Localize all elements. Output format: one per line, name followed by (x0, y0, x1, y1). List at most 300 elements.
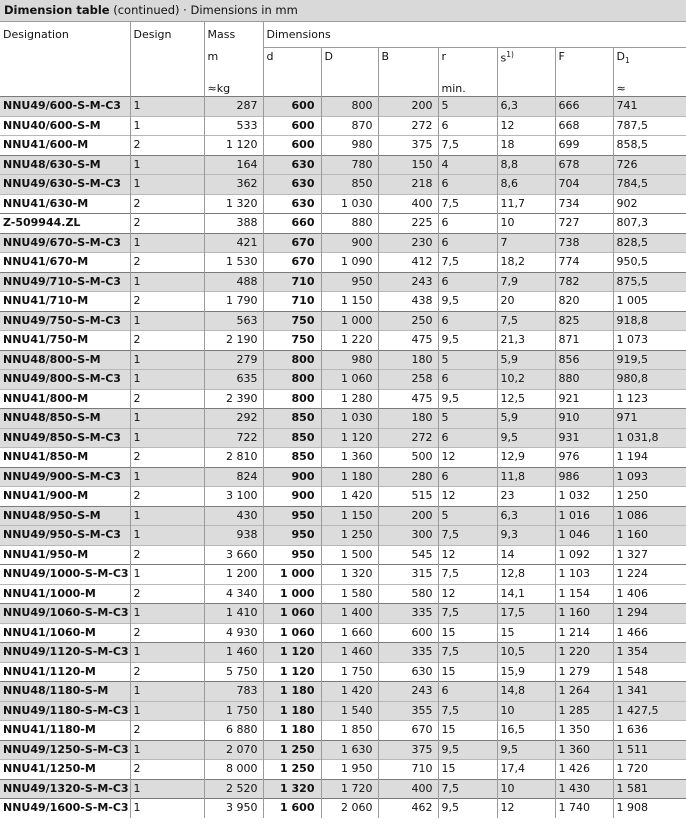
cell-design: 1 (130, 409, 204, 429)
cell-d: 850 (263, 409, 321, 429)
cell-d: 750 (263, 331, 321, 351)
cell-r: 9,5 (438, 389, 497, 409)
cell-design: 2 (130, 214, 204, 234)
table-title-bold: Dimension table (4, 3, 110, 17)
cell-s: 17,5 (497, 604, 555, 624)
cell-d: 750 (263, 311, 321, 331)
header-mass-unit: ≈kg (204, 68, 263, 97)
cell-B: 462 (378, 799, 438, 818)
cell-F: 856 (555, 350, 613, 370)
cell-F: 668 (555, 116, 613, 136)
header-mass: Mass (204, 22, 263, 48)
cell-designation: NNU41/750-M (3, 333, 89, 347)
cell-s: 12 (497, 799, 555, 818)
cell-D: 980 (321, 136, 378, 156)
cell-D: 1 950 (321, 760, 378, 780)
cell-mass: 287 (204, 97, 263, 117)
cell-design: 1 (130, 604, 204, 624)
cell-D: 1 150 (321, 506, 378, 526)
cell-B: 258 (378, 370, 438, 390)
cell-design: 2 (130, 760, 204, 780)
cell-D1: 1 160 (613, 526, 686, 546)
table-row (0, 292, 686, 312)
cell-B: 355 (378, 701, 438, 721)
table-row (0, 721, 686, 741)
cell-F: 871 (555, 331, 613, 351)
table-row (0, 97, 686, 117)
cell-s: 10,5 (497, 643, 555, 663)
cell-s: 23 (497, 487, 555, 507)
cell-d: 600 (263, 116, 321, 136)
cell-design: 2 (130, 448, 204, 468)
table-row (0, 467, 686, 487)
cell-B: 272 (378, 428, 438, 448)
cell-D1: 1 354 (613, 643, 686, 663)
cell-D: 1 030 (321, 409, 378, 429)
header-r: r (438, 48, 497, 69)
cell-D1: 1 720 (613, 760, 686, 780)
cell-B: 475 (378, 389, 438, 409)
cell-D1: 1 086 (613, 506, 686, 526)
cell-d: 710 (263, 292, 321, 312)
cell-mass: 3 660 (204, 545, 263, 565)
cell-B: 475 (378, 331, 438, 351)
table-row (0, 623, 686, 643)
cell-F: 880 (555, 370, 613, 390)
cell-mass: 6 880 (204, 721, 263, 741)
cell-D1: 741 (613, 97, 686, 117)
cell-r: 6 (438, 428, 497, 448)
cell-mass: 5 750 (204, 662, 263, 682)
cell-d: 1 060 (263, 623, 321, 643)
cell-mass: 3 950 (204, 799, 263, 818)
cell-F: 774 (555, 253, 613, 273)
cell-d: 900 (263, 467, 321, 487)
cell-mass: 1 460 (204, 643, 263, 663)
cell-design: 1 (130, 116, 204, 136)
cell-designation: NNU49/850-S-M-C3 (3, 430, 121, 444)
cell-designation: NNU49/900-S-M-C3 (3, 469, 121, 483)
header-s: $s^{1)}$ (497, 48, 555, 69)
cell-D: 1 420 (321, 487, 378, 507)
cell-D1: 971 (613, 409, 686, 429)
cell-designation: NNU48/1180-S-M (3, 684, 109, 698)
table-row (0, 448, 686, 468)
cell-design: 1 (130, 740, 204, 760)
cell-mass: 4 930 (204, 623, 263, 643)
cell-mass: 1 410 (204, 604, 263, 624)
cell-mass: 635 (204, 370, 263, 390)
cell-F: 1 360 (555, 740, 613, 760)
header-D1-unit: ≈ (613, 68, 686, 97)
cell-D: 1 150 (321, 292, 378, 312)
table-row (0, 350, 686, 370)
cell-s: 5,9 (497, 350, 555, 370)
cell-B: 400 (378, 194, 438, 214)
cell-r: 6 (438, 116, 497, 136)
cell-D: 1 060 (321, 370, 378, 390)
cell-D1: 918,8 (613, 311, 686, 331)
cell-B: 335 (378, 604, 438, 624)
cell-designation: NNU41/1060-M (3, 625, 96, 639)
cell-d: 1 180 (263, 682, 321, 702)
cell-s: 18 (497, 136, 555, 156)
cell-mass: 1 320 (204, 194, 263, 214)
cell-D1: 787,5 (613, 116, 686, 136)
cell-B: 600 (378, 623, 438, 643)
cell-D: 1 540 (321, 701, 378, 721)
cell-designation: NNU41/600-M (3, 138, 89, 152)
cell-d: 1 060 (263, 604, 321, 624)
cell-D: 850 (321, 175, 378, 195)
cell-r: 4 (438, 155, 497, 175)
cell-designation: NNU41/1120-M (3, 664, 96, 678)
header-d: d (263, 48, 321, 69)
cell-B: 225 (378, 214, 438, 234)
cell-mass: 2 190 (204, 331, 263, 351)
cell-s: 14,8 (497, 682, 555, 702)
cell-designation: NNU49/1600-S-M-C3 (3, 801, 129, 815)
cell-s: 7,5 (497, 311, 555, 331)
cell-D: 1 320 (321, 565, 378, 585)
cell-D1: 1 548 (613, 662, 686, 682)
cell-F: 1 350 (555, 721, 613, 741)
cell-r: 5 (438, 506, 497, 526)
cell-designation: NNU48/950-S-M (3, 508, 101, 522)
cell-mass: 292 (204, 409, 263, 429)
table-row (0, 175, 686, 195)
table-body (0, 97, 686, 818)
cell-D1: 784,5 (613, 175, 686, 195)
cell-mass: 488 (204, 272, 263, 292)
cell-d: 600 (263, 97, 321, 117)
cell-r: 12 (438, 487, 497, 507)
cell-design: 2 (130, 584, 204, 604)
cell-d: 1 180 (263, 701, 321, 721)
cell-F: 910 (555, 409, 613, 429)
table-row (0, 428, 686, 448)
cell-s: 20 (497, 292, 555, 312)
cell-d: 1 000 (263, 584, 321, 604)
cell-mass: 362 (204, 175, 263, 195)
cell-mass: 783 (204, 682, 263, 702)
cell-mass: 2 390 (204, 389, 263, 409)
cell-d: 1 000 (263, 565, 321, 585)
cell-F: 738 (555, 233, 613, 253)
cell-s: 6,3 (497, 97, 555, 117)
cell-D: 1 420 (321, 682, 378, 702)
cell-s: 9,3 (497, 526, 555, 546)
cell-F: 1 740 (555, 799, 613, 818)
cell-designation: NNU41/900-M (3, 489, 89, 503)
cell-d: 800 (263, 350, 321, 370)
cell-d: 850 (263, 448, 321, 468)
cell-D: 2 060 (321, 799, 378, 818)
cell-design: 2 (130, 136, 204, 156)
cell-F: 1 154 (555, 584, 613, 604)
cell-B: 375 (378, 740, 438, 760)
table-row (0, 214, 686, 234)
cell-B: 280 (378, 467, 438, 487)
cell-r: 15 (438, 662, 497, 682)
table-row (0, 253, 686, 273)
cell-designation: NNU41/1250-M (3, 762, 96, 776)
table-row (0, 116, 686, 136)
cell-r: 7,5 (438, 136, 497, 156)
cell-D1: 1 250 (613, 487, 686, 507)
cell-D1: 875,5 (613, 272, 686, 292)
cell-design: 2 (130, 623, 204, 643)
cell-B: 515 (378, 487, 438, 507)
cell-D: 950 (321, 272, 378, 292)
cell-D1: 1 005 (613, 292, 686, 312)
table-row (0, 799, 686, 818)
cell-B: 250 (378, 311, 438, 331)
cell-B: 375 (378, 136, 438, 156)
cell-B: 200 (378, 506, 438, 526)
cell-B: 243 (378, 272, 438, 292)
cell-B: 545 (378, 545, 438, 565)
cell-design: 1 (130, 155, 204, 175)
cell-D: 800 (321, 97, 378, 117)
cell-d: 670 (263, 253, 321, 273)
cell-F: 1 103 (555, 565, 613, 585)
cell-r: 6 (438, 311, 497, 331)
cell-F: 678 (555, 155, 613, 175)
cell-design: 1 (130, 506, 204, 526)
cell-designation: NNU41/850-M (3, 450, 89, 464)
cell-D: 780 (321, 155, 378, 175)
cell-designation: NNU49/750-S-M-C3 (3, 313, 121, 327)
cell-design: 1 (130, 428, 204, 448)
cell-mass: 1 790 (204, 292, 263, 312)
cell-D1: 1 194 (613, 448, 686, 468)
cell-B: 218 (378, 175, 438, 195)
cell-r: 6 (438, 370, 497, 390)
cell-B: 630 (378, 662, 438, 682)
cell-D: 1 400 (321, 604, 378, 624)
cell-D1: 1 341 (613, 682, 686, 702)
cell-mass: 4 340 (204, 584, 263, 604)
cell-D: 1 750 (321, 662, 378, 682)
cell-d: 1 320 (263, 779, 321, 799)
table-row (0, 272, 686, 292)
cell-r: 6 (438, 233, 497, 253)
cell-designation: NNU49/950-S-M-C3 (3, 528, 121, 542)
cell-B: 272 (378, 116, 438, 136)
cell-d: 710 (263, 272, 321, 292)
cell-s: 8,8 (497, 155, 555, 175)
cell-B: 438 (378, 292, 438, 312)
cell-designation: NNU49/600-S-M-C3 (3, 99, 121, 113)
cell-B: 230 (378, 233, 438, 253)
header-designation: Designation (3, 28, 69, 41)
table-row (0, 682, 686, 702)
cell-D: 1 000 (321, 311, 378, 331)
cell-D1: 1 406 (613, 584, 686, 604)
cell-mass: 2 070 (204, 740, 263, 760)
table-row (0, 779, 686, 799)
table-row (0, 506, 686, 526)
cell-D: 1 120 (321, 428, 378, 448)
cell-B: 500 (378, 448, 438, 468)
cell-r: 9,5 (438, 740, 497, 760)
cell-s: 18,2 (497, 253, 555, 273)
cell-s: 6,3 (497, 506, 555, 526)
cell-designation: NNU48/630-S-M (3, 157, 101, 171)
cell-design: 1 (130, 643, 204, 663)
cell-D1: 1 031,8 (613, 428, 686, 448)
cell-s: 15 (497, 623, 555, 643)
cell-r: 15 (438, 760, 497, 780)
cell-D: 1 280 (321, 389, 378, 409)
cell-D1: 726 (613, 155, 686, 175)
cell-design: 2 (130, 253, 204, 273)
table-row (0, 233, 686, 253)
cell-D1: 1 224 (613, 565, 686, 585)
cell-r: 9,5 (438, 799, 497, 818)
header-D: D (321, 48, 378, 69)
header-mass-symbol: m (204, 48, 263, 69)
cell-r: 5 (438, 350, 497, 370)
cell-s: 10 (497, 214, 555, 234)
table-row (0, 565, 686, 585)
cell-D: 1 180 (321, 467, 378, 487)
cell-F: 727 (555, 214, 613, 234)
cell-s: 11,7 (497, 194, 555, 214)
cell-F: 1 279 (555, 662, 613, 682)
cell-designation: NNU49/630-S-M-C3 (3, 177, 121, 191)
table-row (0, 584, 686, 604)
cell-mass: 533 (204, 116, 263, 136)
cell-r: 6 (438, 175, 497, 195)
cell-B: 710 (378, 760, 438, 780)
cell-design: 1 (130, 233, 204, 253)
cell-s: 14,1 (497, 584, 555, 604)
table-row (0, 643, 686, 663)
cell-s: 7 (497, 233, 555, 253)
cell-d: 1 180 (263, 721, 321, 741)
cell-B: 180 (378, 409, 438, 429)
cell-designation: NNU41/670-M (3, 255, 89, 269)
table-row (0, 389, 686, 409)
cell-mass: 279 (204, 350, 263, 370)
cell-mass: 1 530 (204, 253, 263, 273)
cell-F: 931 (555, 428, 613, 448)
table-row (0, 487, 686, 507)
cell-d: 900 (263, 487, 321, 507)
table-row (0, 662, 686, 682)
cell-s: 16,5 (497, 721, 555, 741)
cell-mass: 1 200 (204, 565, 263, 585)
cell-s: 12,5 (497, 389, 555, 409)
table-row (0, 604, 686, 624)
cell-s: 5,9 (497, 409, 555, 429)
cell-mass: 824 (204, 467, 263, 487)
cell-mass: 8 000 (204, 760, 263, 780)
cell-r: 12 (438, 448, 497, 468)
cell-d: 950 (263, 526, 321, 546)
cell-r: 9,5 (438, 292, 497, 312)
cell-F: 825 (555, 311, 613, 331)
cell-B: 180 (378, 350, 438, 370)
cell-r: 6 (438, 467, 497, 487)
cell-d: 630 (263, 175, 321, 195)
header-B: B (378, 48, 438, 69)
cell-D: 1 250 (321, 526, 378, 546)
cell-D: 980 (321, 350, 378, 370)
header-F: F (555, 48, 613, 69)
cell-mass: 563 (204, 311, 263, 331)
cell-d: 1 250 (263, 760, 321, 780)
cell-designation: Z-509944.ZL (3, 216, 81, 230)
cell-B: 300 (378, 526, 438, 546)
cell-D1: 807,3 (613, 214, 686, 234)
cell-s: 15,9 (497, 662, 555, 682)
cell-F: 782 (555, 272, 613, 292)
table-row (0, 136, 686, 156)
header-D1: $D_1$ (613, 48, 686, 69)
cell-F: 1 046 (555, 526, 613, 546)
cell-designation: NNU49/1250-S-M-C3 (3, 742, 129, 756)
cell-d: 660 (263, 214, 321, 234)
cell-F: 820 (555, 292, 613, 312)
cell-s: 11,8 (497, 467, 555, 487)
cell-D: 1 630 (321, 740, 378, 760)
cell-s: 9,5 (497, 428, 555, 448)
cell-mass: 430 (204, 506, 263, 526)
cell-d: 670 (263, 233, 321, 253)
table-row (0, 155, 686, 175)
cell-r: 12 (438, 545, 497, 565)
table-row (0, 409, 686, 429)
cell-D1: 1 427,5 (613, 701, 686, 721)
cell-d: 1 250 (263, 740, 321, 760)
cell-B: 670 (378, 721, 438, 741)
cell-r: 7,5 (438, 701, 497, 721)
cell-design: 1 (130, 526, 204, 546)
cell-design: 1 (130, 701, 204, 721)
cell-D: 1 090 (321, 253, 378, 273)
cell-s: 21,3 (497, 331, 555, 351)
cell-designation: NNU49/1000-S-M-C3 (3, 567, 129, 581)
cell-design: 1 (130, 350, 204, 370)
cell-F: 1 264 (555, 682, 613, 702)
cell-mass: 3 100 (204, 487, 263, 507)
cell-d: 950 (263, 545, 321, 565)
cell-B: 400 (378, 779, 438, 799)
table-row (0, 760, 686, 780)
cell-r: 7,5 (438, 779, 497, 799)
cell-F: 1 160 (555, 604, 613, 624)
cell-B: 335 (378, 643, 438, 663)
table-row (0, 331, 686, 351)
cell-designation: NNU41/710-M (3, 294, 89, 308)
cell-B: 315 (378, 565, 438, 585)
header-design: Design (130, 22, 204, 48)
cell-design: 1 (130, 799, 204, 818)
cell-D: 870 (321, 116, 378, 136)
cell-s: 8,6 (497, 175, 555, 195)
cell-design: 1 (130, 97, 204, 117)
cell-B: 243 (378, 682, 438, 702)
cell-design: 1 (130, 565, 204, 585)
cell-D1: 1 908 (613, 799, 686, 818)
cell-designation: NNU41/1180-M (3, 723, 96, 737)
cell-r: 7,5 (438, 526, 497, 546)
cell-B: 580 (378, 584, 438, 604)
cell-D: 1 220 (321, 331, 378, 351)
